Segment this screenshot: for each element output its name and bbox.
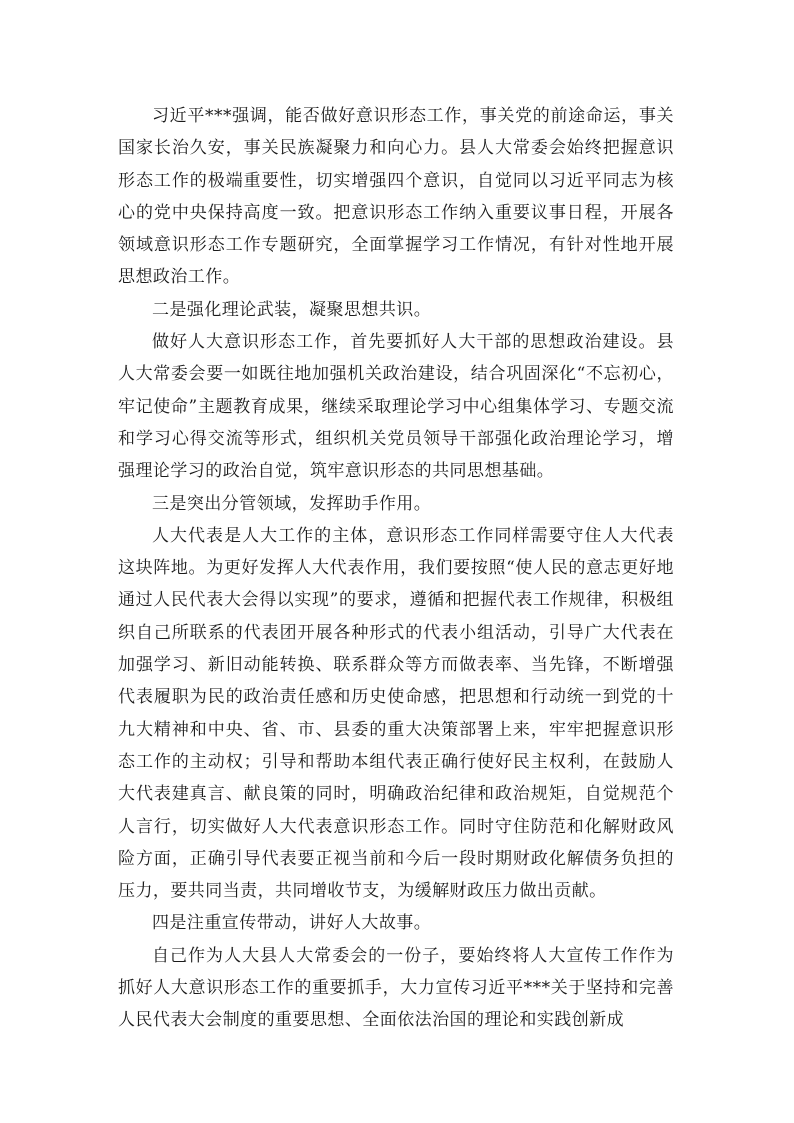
section-heading: 二是强化理论武装，凝聚思想共识。: [152, 299, 432, 320]
document-page: [118, 100, 674, 1037]
body-paragraph: 人大代表是人大工作的主体，意识形态工作同样需要守住人大代表这块阵地。为更好发挥人大代表作用，我们要按照“使人民的意志更好地通过人民代表大会得以实现”的要求，遵循和把握代表工作规律，积极组织自己所联系的代表团开展各种形式的代表小组活动，引导广大代表在加强学习、新旧动能转换、联系群众等方而做表率、当先锋，不断增强代表履职为民的政治责任感和历史使命感，把思想和行动统一到党的十九大精神和中央、省、市、县委的重大决策部署上来，牢牢把握意识形态工作的主动权；引导和帮助本组代表正确行使好民主权利，在鼓励人大代表建真言、献良策的同时，明确政治纪律和政治规矩，自觉规范个人言行，切实做好人大代表意识形态工作。同时守住防范和化解财政风险方面，正确引导代表要正视当前和今后一段时期财政化解债务负担的压力，要共同当责，共同增收节支，为缓解财政压力做出贡献。: [118, 525, 674, 902]
section-heading: 四是注重宣传带动，讲好人大故事。: [152, 913, 432, 934]
section-heading: 三是突出分管领域，发挥助手作用。: [152, 493, 432, 514]
body-paragraph: 自己作为人大县人大常委会的一份子，要始终将人大宣传工作作为抓好人大意识形态工作的重要抓手，大力宣传习近平***关于坚持和完善人民代表大会制度的重要思想、全面依法治国的理论和实践创新成: [118, 945, 674, 1031]
body-paragraph: 习近平***强调，能否做好意识形态工作，事关党的前途命运，事关国家长治久安，事关民族凝聚力和向心力。县人大常委会始终把握意识形态工作的极端重要性，切实增强四个意识，自觉同以习近平同志为核心的党中央保持高度一致。把意识形态工作纳入重要议事日程，开展各领域意识形态工作专题研究，全面掌握学习工作情况，有针对性地开展思想政治工作。: [118, 106, 674, 288]
body-paragraph: 做好人大意识形态工作，首先要抓好人大干部的思想政治建设。县人大常委会要一如既往地加强机关政治建设，结合巩固深化“不忘初心，牢记使命”主题教育成果，继续采取理论学习中心组集体学习、专题交流和学习心得交流等形式，组织机关党员领导干部强化政治理论学习，增强理论学习的政治自觉，筑牢意识形态的共同思想基础。: [118, 332, 674, 482]
